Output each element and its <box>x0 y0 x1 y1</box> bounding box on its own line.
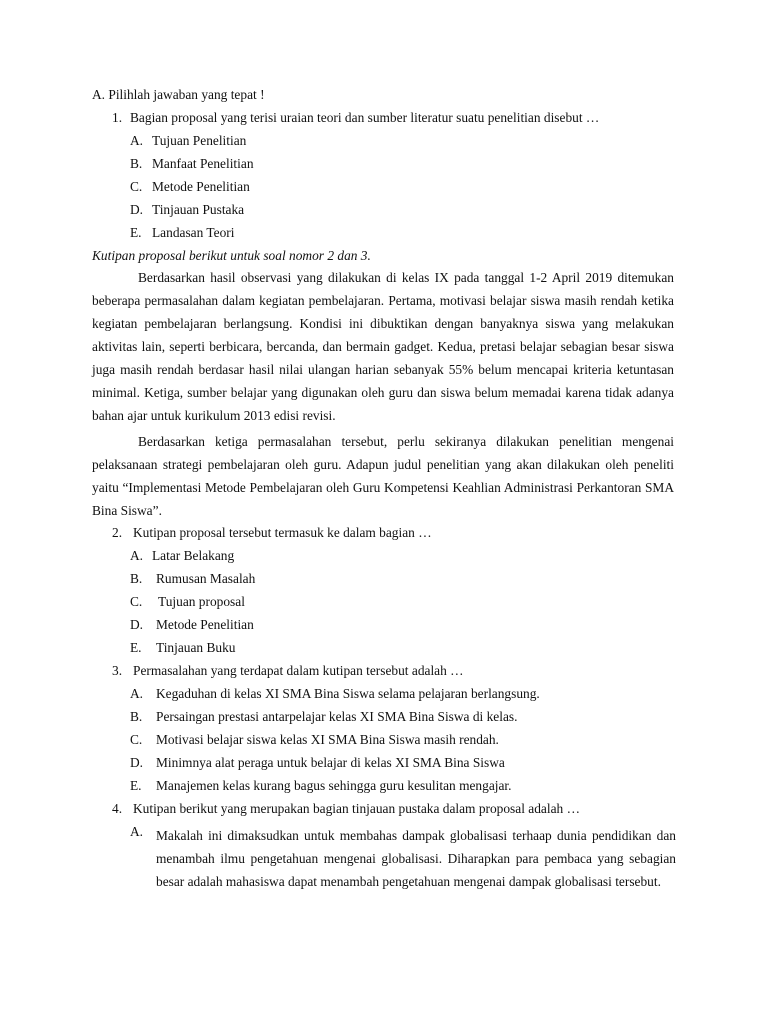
excerpt-paragraph-2 <box>92 430 674 522</box>
option-text: Tujuan Penelitian <box>152 133 247 148</box>
option-text: Landasan Teori <box>152 225 235 240</box>
option-text: Tinjauan Pustaka <box>152 202 245 217</box>
option-text: Minimnya alat peraga untuk belajar di kelas XI SMA Bina Siswa <box>156 755 505 770</box>
option-letter: D. <box>130 755 144 770</box>
question-number: 1. <box>112 110 123 125</box>
option-letter: B. <box>130 709 143 724</box>
option-text: Latar Belakang <box>152 548 235 563</box>
option-letter: C. <box>130 179 143 194</box>
option-text: Persaingan prestasi antarpelajar kelas XI SMA Bina Siswa di kelas. <box>156 709 518 724</box>
paragraph-text: Berdasarkan hasil observasi yang dilakukan di kelas IX pada tanggal 1-2 April 2019 ditemukan beberapa permasalahan dalam kegiatan pembelajaran. Pertama, motivasi belajar siswa masih rendah ketika kegiatan pembelajaran berlangsung. Kondisi ini dibuktikan dengan banyaknya siswa yang melakukan aktivitas lain, seperti berbicara, bercanda, dan bermain gadget. Kedua, pretasi belajar sebagian besar siswa juga masih rendah berdasar hasil nilai ulangan harian sebanyak 55% belum mencapai kriteria ketuntasan minimal. Ketiga, sumber belajar yang digunakan oleh guru dan siswa belum memadai karena tidak adanya bahan ajar untuk kurikulum 2013 edisi revisi. <box>92 270 674 423</box>
option-letter: B. <box>130 571 143 586</box>
section-title: A. Pilihlah jawaban yang tepat ! <box>92 87 265 102</box>
excerpt-intro: Kutipan proposal berikut untuk soal nomor 2 dan 3. <box>92 248 371 263</box>
option-letter: E. <box>130 778 142 793</box>
option-text: Rumusan Masalah <box>156 571 256 586</box>
option-letter: C. <box>130 594 143 609</box>
option-letter: C. <box>130 732 143 747</box>
option-letter: E. <box>130 225 142 240</box>
option-letter: A. <box>130 548 144 563</box>
option-text: Manfaat Penelitian <box>152 156 254 171</box>
option-letter: E. <box>130 640 142 655</box>
excerpt-paragraph-1 <box>92 266 674 427</box>
option-text: Tinjauan Buku <box>156 640 236 655</box>
option-letter: D. <box>130 617 144 632</box>
option-text: Metode Penelitian <box>152 179 250 194</box>
option-text: Tujuan proposal <box>158 594 245 609</box>
option-text: Motivasi belajar siswa kelas XI SMA Bina Siswa masih rendah. <box>156 732 499 747</box>
option-letter: A. <box>130 824 144 839</box>
option-letter: B. <box>130 156 143 171</box>
option-letter: A. <box>130 133 144 148</box>
question-number: 2. <box>112 525 123 540</box>
paragraph-text: Berdasarkan ketiga permasalahan tersebut, perlu sekiranya dilakukan penelitian mengenai pelaksanaan strategi pembelajaran oleh guru. Adapun judul penelitian yang akan dilakukan oleh peneliti yaitu “Implementasi Metode Pembelajaran oleh Guru Kompetensi Keahlian Administrasi Perkantoran SMA Bina Siswa”. <box>92 434 674 518</box>
option-letter: A. <box>130 686 144 701</box>
question-text: Bagian proposal yang terisi uraian teori dan sumber literatur suatu penelitian disebut … <box>130 110 600 125</box>
option-letter: D. <box>130 202 144 217</box>
question-text: Kutipan proposal tersebut termasuk ke dalam bagian … <box>133 525 432 540</box>
option-text: Metode Penelitian <box>156 617 254 632</box>
option-text: Makalah ini dimaksudkan untuk membahas dampak globalisasi terhaap dunia pendidikan dan menambah ilmu pengetahuan mengenai globalisasi. Diharapkan para pembaca yang sebagian besar adalah mahasiswa dapat menambah pengetahuan mengenai dampak globalisasi tersebut. <box>156 828 676 889</box>
question-text: Kutipan berikut yang merupakan bagian tinjauan pustaka dalam proposal adalah … <box>133 801 580 816</box>
question-text: Permasalahan yang terdapat dalam kutipan tersebut adalah … <box>133 663 464 678</box>
option-text: Kegaduhan di kelas XI SMA Bina Siswa selama pelajaran berlangsung. <box>156 686 540 701</box>
question-number: 3. <box>112 663 123 678</box>
option-text: Manajemen kelas kurang bagus sehingga guru kesulitan mengajar. <box>156 778 512 793</box>
question-number: 4. <box>112 801 123 816</box>
